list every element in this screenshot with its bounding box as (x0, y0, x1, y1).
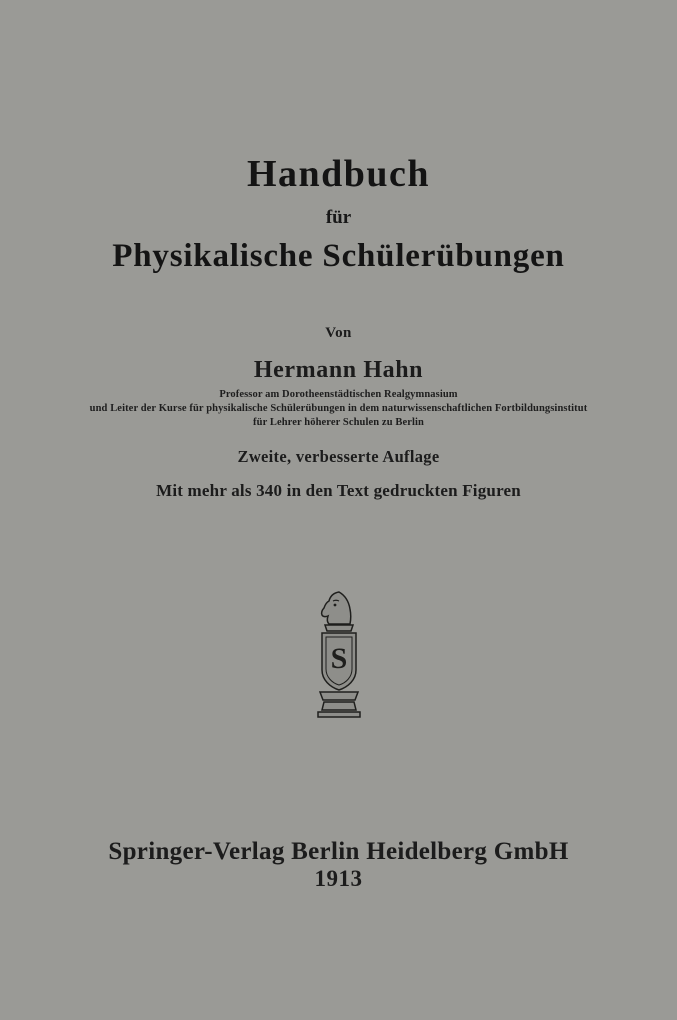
publication-year: 1913 (314, 866, 363, 891)
figures-note: Mit mehr als 340 in den Text gedruckten Figuren (156, 481, 521, 500)
page-title: Handbuch (246, 153, 431, 195)
springer-knight-chess-logo-icon (306, 588, 372, 718)
affiliation-line-3: für Lehrer höherer Schulen zu Berlin (253, 417, 424, 429)
author-affiliation (0, 388, 677, 431)
publisher-logo (0, 588, 677, 718)
byline-von: Von (325, 325, 352, 341)
publisher-name: Springer-Verlag Berlin Heidelberg GmbH (108, 838, 569, 865)
affiliation-line-2: und Leiter der Kurse für physikalische Schülerübungen in dem naturwissenschaftlichen Fortbildungsinstitut (89, 403, 588, 415)
affiliation-line-1: Professor am Dorotheenstädtischen Realgymnasium (219, 389, 458, 400)
logo-monogram: S (330, 642, 347, 675)
page-subtitle: Physikalische Schülerübungen (112, 238, 565, 274)
author-name: Hermann Hahn (253, 357, 424, 383)
title-connector: für (325, 207, 352, 228)
edition-statement: Zweite, verbesserte Auflage (237, 447, 440, 466)
